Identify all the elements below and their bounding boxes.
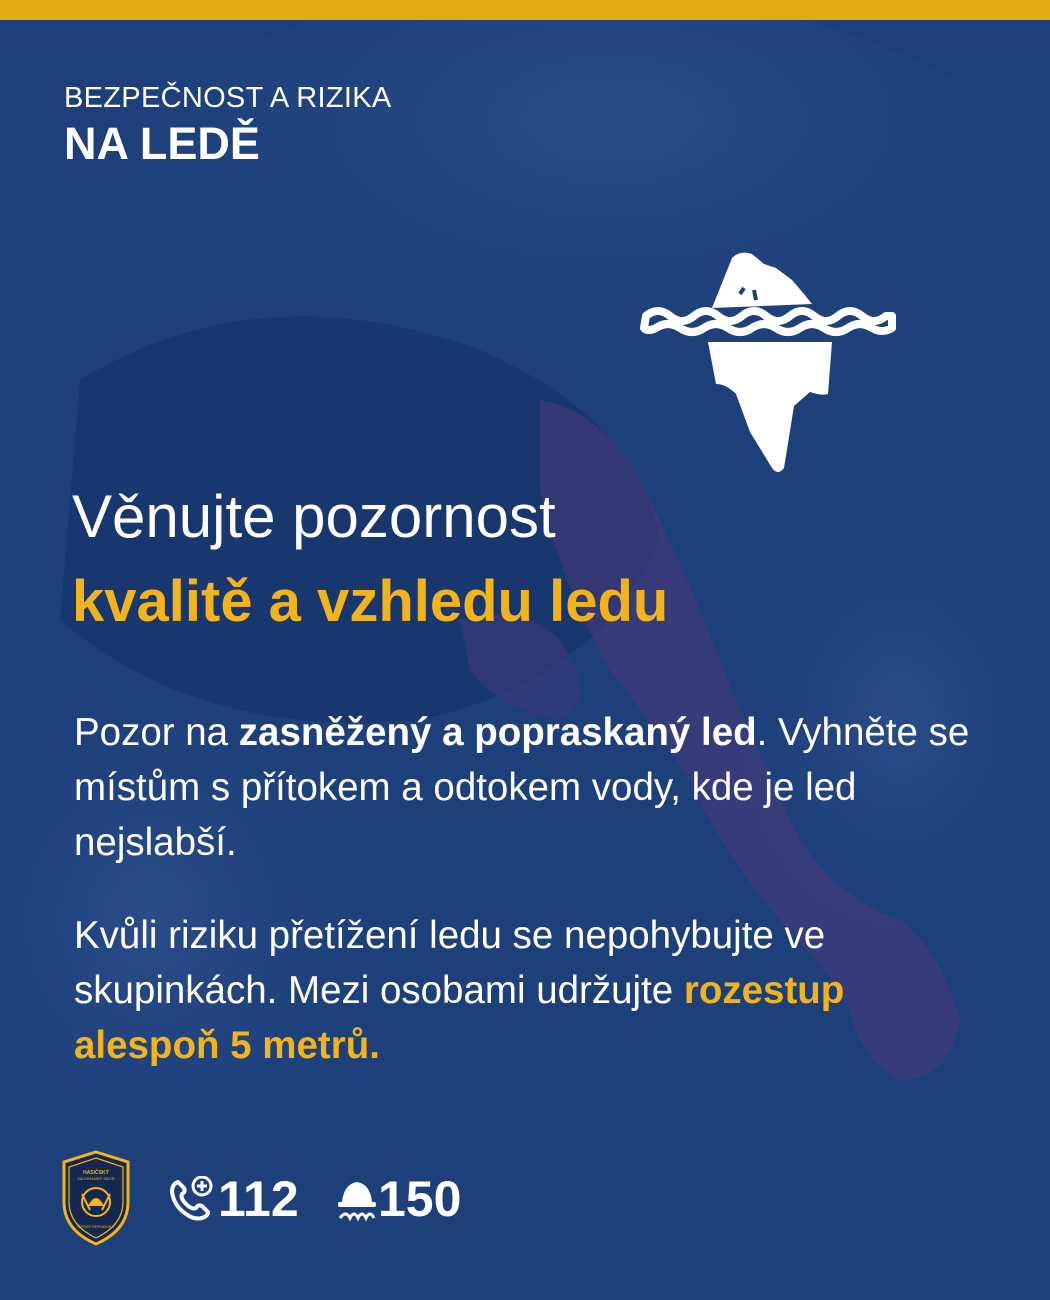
kicker-text: BEZPEČNOST A RIZIKA: [64, 82, 392, 114]
paragraph1-bold: zasněžený a popraskaný led: [238, 711, 757, 754]
svg-text:HASIČSKÝ: HASIČSKÝ: [83, 1170, 109, 1176]
paragraph2-highlight: rozestup alespoň 5 metrů.: [74, 969, 845, 1067]
fire-number-150: 150: [378, 1171, 462, 1227]
iceberg-icon: [636, 244, 902, 476]
top-accent-bar: [0, 0, 1050, 20]
paragraph-ice-quality: [74, 705, 974, 870]
title-line-1: Věnujte pozornost: [72, 483, 556, 550]
svg-text:ČESKÉ REPUBLIKY: ČESKÉ REPUBLIKY: [77, 1224, 115, 1229]
header-title: NA LEDĚ: [64, 118, 260, 169]
firefighter-helmet-icon: [334, 1176, 380, 1222]
title-line-2: kvalitě a vzhledu ledu: [72, 569, 669, 634]
phone-icon: [168, 1176, 214, 1222]
emergency-number-112: 112: [218, 1171, 299, 1227]
background-photo: [0, 20, 1050, 1300]
paragraph2-pre: Kvůli riziku přetížení ledu se nepohybujte ve skupinkách. Mezi osobami udržujte: [74, 914, 826, 1012]
fire-rescue-emblem: [60, 1150, 132, 1246]
paragraph-group-spacing: [74, 908, 974, 1073]
svg-text:ZÁCHRANNÝ SBOR: ZÁCHRANNÝ SBOR: [77, 1176, 115, 1181]
paragraph1-post: . Vyhněte se místům s přítokem a odtokem vody, kde je led nejslabší.: [74, 711, 970, 864]
paragraph1-pre: Pozor na: [74, 711, 239, 754]
